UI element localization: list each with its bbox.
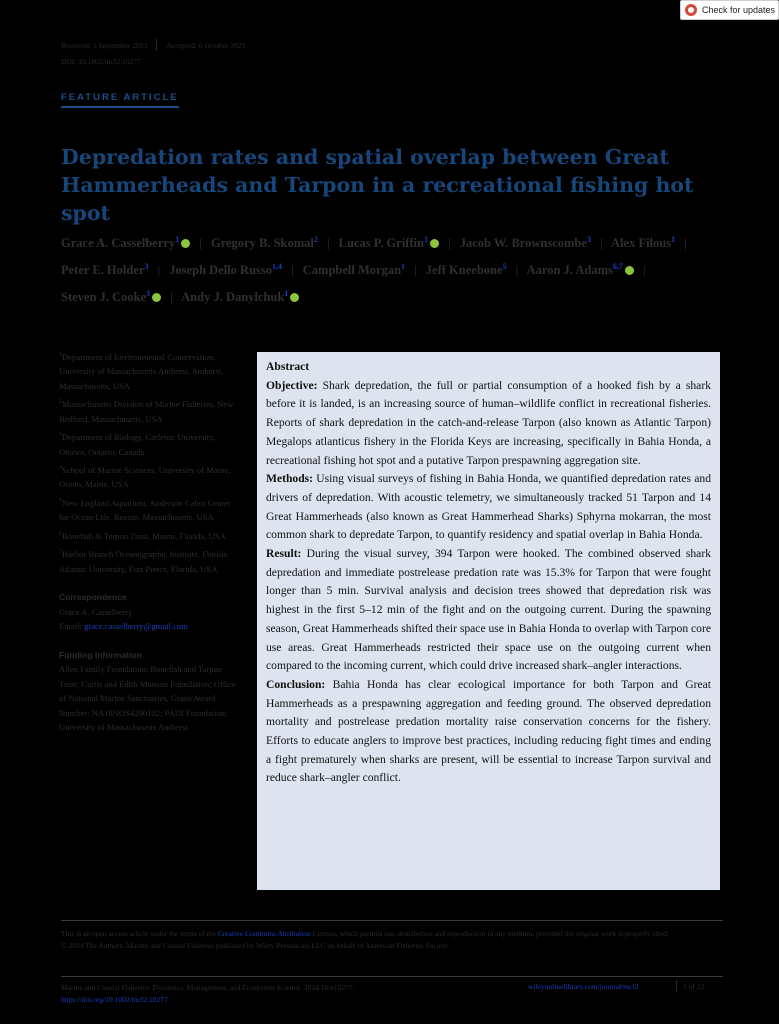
author-name-text: Alex Filous	[611, 236, 672, 251]
article-type-label: FEATURE ARTICLE	[61, 92, 179, 108]
author-affiliation-number: 2	[313, 235, 318, 244]
article-dates	[61, 39, 245, 51]
affiliation-item	[59, 527, 239, 543]
author-name[interactable]	[181, 290, 299, 304]
author-affiliation-number: 1,4	[272, 262, 282, 272]
affiliation-item	[59, 348, 239, 393]
author-separator: |	[642, 263, 646, 278]
journal-doi-link[interactable]: https://doi.org/10.1002/mcf2.10277	[61, 995, 168, 1004]
author-name[interactable]	[211, 236, 318, 250]
author-name[interactable]	[61, 263, 148, 277]
funding-heading: Funding information	[59, 649, 142, 660]
abstract-heading: Abstract	[266, 360, 310, 373]
accepted-date: Accepted: 6 October 2023	[166, 40, 246, 50]
abstract-section-text: During the visual survey, 394 Tarpon were hooked. The combined observed shark depredation and immediate postrelease predation rate was 15.3% for Tarpon that were fought longer than 5 min. Survival analysis and decision trees showed that depredation risk was highest in the first 5–12 min of the fight and on the outgoing current. During the spawning season, Great Hammerheads shifted their space use in Bahia Honda to overlap with Tarpon core use areas. Great Hammerheads restricted their space use on the outgoing current when compared to the incoming current, which could drive increased shark–angler interactions.	[266, 547, 711, 673]
affiliation-item	[59, 545, 239, 576]
author-separator: |	[414, 263, 417, 278]
author-name[interactable]	[169, 263, 282, 277]
abstract-section-text: Using visual surveys of fishing in Bahia Honda, we quantified depredation rates and drivers of depredation. With acoustic telemetry, we simultaneously tracked 51 Tarpon and 14 Great Hammerheads (also known as Great Hammerhead Sharks) Sphyrna mokarran, the most common shark to depredate Tarpon, to quantify residency and spatial overlap in Bahia Honda.	[266, 472, 711, 542]
crossmark-icon	[685, 4, 697, 16]
received-date: Received: 1 September 2023	[61, 40, 148, 50]
author-separator: |	[600, 236, 603, 251]
author-name-text: Lucas P. Griffin	[338, 236, 424, 251]
affiliation-number: 7	[59, 549, 62, 556]
correspondence-heading: Correspondence	[59, 592, 127, 603]
affiliation-text: Harbor Branch Oceanographic Institute, Florida Atlantic University, Fort Pierce, Florida, USA	[59, 549, 227, 574]
author-name[interactable]	[61, 236, 190, 250]
author-separator: |	[170, 290, 173, 305]
author-affiliation-number: 5	[502, 262, 507, 272]
author-separator: |	[157, 263, 161, 278]
orcid-icon[interactable]	[181, 239, 190, 248]
affiliation-item	[59, 428, 239, 459]
affiliation-number: 3	[59, 432, 62, 439]
author-name-text: Jacob W. Brownscombe	[459, 236, 587, 251]
abstract-section	[266, 676, 711, 788]
meta-divider	[156, 39, 157, 51]
author-affiliation-number: 3	[144, 262, 149, 272]
author-affiliation-number: 1	[671, 235, 676, 244]
author-separator: |	[684, 236, 687, 251]
orcid-icon[interactable]	[152, 293, 161, 302]
author-name[interactable]	[460, 236, 591, 250]
author-affiliation-number: 3	[146, 289, 151, 299]
author-name-text: Jeff Kneebone	[425, 263, 503, 278]
abstract-section-label: Result:	[266, 547, 302, 561]
author-affiliation-number: 6,7	[612, 262, 623, 272]
orcid-icon[interactable]	[290, 293, 299, 302]
affiliation-number: 6	[59, 530, 62, 537]
author-name[interactable]	[426, 263, 507, 277]
author-name-text: Gregory B. Skomal	[210, 236, 314, 251]
author-name[interactable]	[527, 263, 634, 277]
right-margin	[723, 0, 779, 1024]
affiliation-text: Bonefish & Tarpon Trust, Miami, Florida, USA	[62, 530, 226, 541]
author-name[interactable]	[611, 236, 675, 250]
author-name-text: Grace A. Casselberry	[61, 236, 176, 251]
sidebar	[59, 348, 239, 735]
author-name[interactable]	[339, 236, 439, 250]
journal-citation	[61, 982, 354, 1006]
author-affiliation-number: 1	[423, 235, 428, 244]
affiliation-text: New England Aquarium, Anderson Cabot Center for Ocean Life, Boston, Massachusetts, USA	[59, 497, 231, 523]
check-for-updates-button[interactable]	[680, 0, 779, 20]
journal-site-link[interactable]: wileyonlinelibrary.com/journal/mcf2	[528, 982, 639, 991]
affiliation-text: Department of Environmental Conservation, University of Massachusetts Amherst, Amherst, Massachusetts, USA	[59, 351, 224, 391]
author-separator: |	[199, 236, 202, 251]
orcid-icon[interactable]	[430, 239, 439, 248]
affiliation-number: 1	[59, 352, 62, 358]
author-affiliation-number: 1	[175, 235, 180, 244]
affiliation-item	[59, 494, 239, 525]
article-title: Depredation rates and spatial overlap between Great Hammerheads and Tarpon in a recreational fishing hot spot	[61, 145, 694, 225]
author-separator: |	[448, 236, 451, 251]
author-name-text: Andy J. Danylchuk	[181, 290, 285, 305]
affiliation-list	[59, 348, 239, 576]
abstract-box	[257, 352, 720, 890]
article-doi: DOI: 10.1002/mcf2.10277	[61, 57, 141, 66]
abstract-section-text: Shark depredation, the full or partial consumption of a hooked fish by a shark before it is landed, is an increasing source of human–wildlife conflict in recreational fisheries. Reports of shark depredation in the catch-and-release Tarpon (also known as Atlantic Tarpon) Megalops atlanticus fishery in the Florida Keys are increasing, specifically in Bahia Honda, a recreational fishing hot spot and a putative Tarpon prespawning aggregation site.	[266, 378, 711, 467]
affiliation-text: Massachusetts Division of Marine Fisheries, New Bedford, Massachusetts, USA	[59, 399, 234, 424]
abstract-sections	[266, 377, 711, 788]
author-name-text: Peter E. Holder	[61, 263, 145, 278]
license-post: License, which permits use, distribution and reproduction in any medium, provided the original work is properly cited.	[310, 929, 669, 938]
abstract-section-label: Conclusion:	[266, 677, 326, 691]
email-label: Email:	[59, 621, 85, 632]
author-affiliation-number: 1	[284, 289, 289, 299]
left-margin	[0, 0, 56, 1024]
license-pre: This is an open access article under the terms of the	[61, 929, 218, 938]
affiliation-text: Department of Biology, Carleton University, Ottawa, Ontario, Canada	[59, 432, 216, 457]
affiliation-number: 2	[59, 399, 62, 406]
correspondence-email-row	[59, 619, 239, 634]
correspondence-name: Grace A. Casselberry	[59, 606, 133, 617]
footer-divider-2	[61, 976, 723, 977]
author-name-text: Steven J. Cooke	[61, 290, 147, 305]
funding-text: Allen Family Foundation; Bonefish and Tarpon Trust; Curtis and Edith Munson Foundation; Office of National Marine Sanctuaries, Grant/Award Number: NA18NOS4290102; PADI Foundation; University of Massachusetts Amherst	[59, 664, 236, 733]
abstract-section-label: Methods:	[266, 472, 314, 486]
page-number: 1 of 22	[683, 982, 705, 991]
email-link[interactable]: grace.casselberry@gmail.com	[84, 621, 188, 632]
author-affiliation-number: 3	[586, 235, 591, 244]
abstract-section	[266, 545, 711, 676]
author-separator: |	[515, 263, 519, 278]
affiliation-item	[59, 395, 239, 426]
license-notice	[61, 928, 723, 952]
affiliation-text: School of Marine Sciences, University of Maine, Orono, Maine, USA	[59, 464, 231, 490]
orcid-icon[interactable]	[625, 266, 634, 275]
abstract-section-label: Objective:	[266, 378, 318, 392]
check-for-updates-label: Check for updates	[702, 5, 776, 15]
affiliation-item	[59, 461, 239, 492]
page-divider	[676, 980, 677, 992]
abstract-section	[266, 377, 711, 471]
affiliation-number: 4	[59, 465, 62, 472]
author-separator: |	[327, 236, 330, 251]
author-name-text: Campbell Morgan	[302, 263, 402, 278]
author-name-text: Aaron J. Adams	[526, 263, 613, 278]
affiliation-number: 5	[59, 497, 62, 504]
journal-name: Marine and Coastal Fisheries: Dynamics, Management, and Ecosystem Science. 2024;16:e10277.	[61, 983, 355, 992]
license-link[interactable]: Creative Commons Attribution	[217, 929, 311, 938]
abstract-section-text: Bahia Honda has clear ecological importance for both Tarpon and Great Hammerheads as a prespawning aggregation and feeding ground. The observed depredation mortality and postrelease predation mortality raise conservation concerns for the fishery. Efforts to educate anglers to improve best practices, including reducing fight times and ending a fight prematurely when sharks are present, will be essential to increase Tarpon survival and reduce shark–angler conflict.	[266, 677, 711, 785]
author-affiliation-number: 1	[401, 262, 406, 272]
footer-divider	[61, 920, 723, 921]
copyright-notice: © 2024 The Authors. Marine and Coastal Fisheries published by Wiley Periodicals LLC on behalf of American Fisheries Society.	[61, 941, 450, 950]
author-name[interactable]	[303, 263, 405, 277]
abstract-section	[266, 470, 711, 545]
author-separator: |	[291, 263, 294, 278]
author-name[interactable]	[61, 290, 161, 304]
author-list	[61, 228, 721, 309]
author-name-text: Joseph Dello Russo	[169, 263, 272, 278]
